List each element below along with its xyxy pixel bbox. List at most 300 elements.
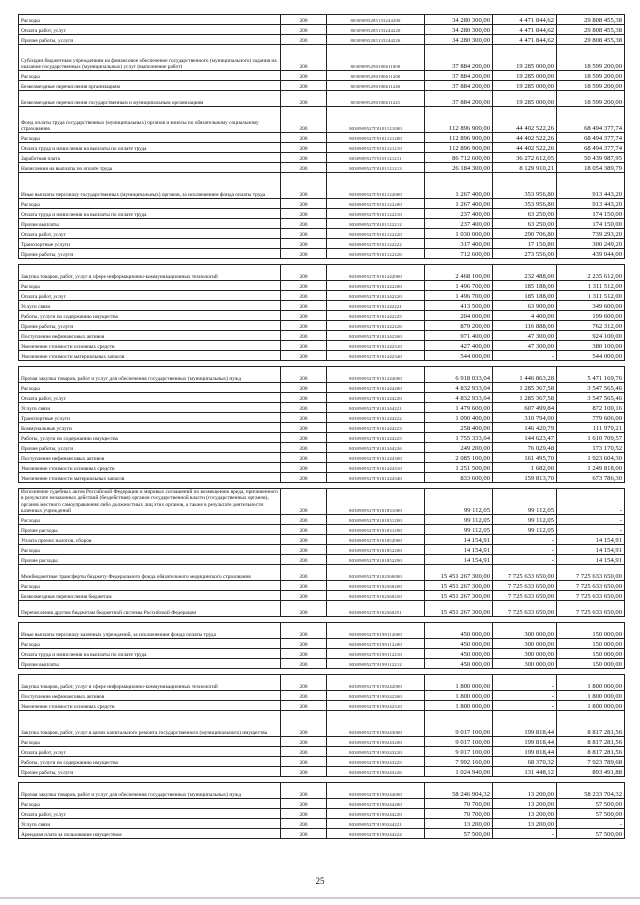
code-cell: 8030909527Г0199112200 — [327, 639, 425, 649]
approved-cell: 57 500,00 — [425, 829, 493, 839]
approved-cell: 70 700,00 — [425, 809, 493, 819]
unexecuted-cell: 673 786,30 — [557, 473, 625, 483]
executed-cell: 131 448,12 — [493, 767, 557, 777]
line-cell: 200 — [281, 443, 327, 453]
table-row — [19, 515, 625, 525]
unexecuted-cell: 8 817 281,56 — [557, 737, 625, 747]
name-cell: Межбюджетные трансферты бюджету Федерального фонда обязательного медицинского страхования — [19, 565, 281, 581]
executed-cell: 19 285 000,00 — [493, 81, 557, 91]
line-cell: 200 — [281, 81, 327, 91]
approved-cell: 1 755 333,04 — [425, 433, 493, 443]
name-cell: Транспортные услуги — [19, 239, 281, 249]
line-cell: 200 — [281, 229, 327, 239]
code-cell: 80309095285133244200 — [327, 15, 425, 25]
name-cell: Иные выплаты персоналу государственных (муниципальных) органов, за исключением фонда оплаты труда — [19, 173, 281, 199]
name-cell: Оплата работ, услуг — [19, 291, 281, 301]
executed-cell: 99 112,05 — [493, 525, 557, 535]
table-row — [19, 173, 625, 199]
approved-cell: 413 500,00 — [425, 301, 493, 311]
table-row — [19, 565, 625, 581]
approved-cell: 427 400,00 — [425, 341, 493, 351]
line-cell: 200 — [281, 143, 327, 153]
approved-cell: 13 200,00 — [425, 819, 493, 829]
executed-cell: 116 888,00 — [493, 321, 557, 331]
approved-cell: 2 085 100,00 — [425, 453, 493, 463]
table-row — [19, 239, 625, 249]
table-row — [19, 819, 625, 829]
name-cell: Фонд оплаты труда государственных (муниципальных) органов и взносы по обязательному социальному страхованию — [19, 107, 281, 133]
unexecuted-cell: 18 599 200,00 — [557, 45, 625, 71]
name-cell: Услуги связи — [19, 819, 281, 829]
code-cell: 8030909527Г0199243226 — [327, 767, 425, 777]
executed-cell: 4 400,00 — [493, 311, 557, 321]
approved-cell: 99 112,05 — [425, 515, 493, 525]
approved-cell: 112 896 900,00 — [425, 143, 493, 153]
code-cell: 8030909527Г0199242310 — [327, 701, 425, 711]
unexecuted-cell: 7 725 633 650,00 — [557, 591, 625, 601]
executed-cell: - — [493, 701, 557, 711]
unexecuted-cell: 68 494 377,74 — [557, 143, 625, 153]
name-cell: Исполнение судебных актов Российской Федерации и мировых соглашений по возмещению вреда, причиненного в результате незаконных действий (бездействия) органов государственной власти (государственных органов), органов местного самоуправления либо должностных лиц этих органов, а также в результате деятельности казенных учреждений — [19, 489, 281, 515]
line-cell: 200 — [281, 535, 327, 545]
line-cell: 200 — [281, 383, 327, 393]
table-row — [19, 675, 625, 691]
table-row — [19, 545, 625, 555]
unexecuted-cell: - — [557, 525, 625, 535]
table-row — [19, 767, 625, 777]
name-cell: Прочие работы, услуги — [19, 35, 281, 45]
unexecuted-cell: 50 439 987,95 — [557, 153, 625, 163]
code-cell: 8030909527Г0101244226 — [327, 443, 425, 453]
report-sheet — [18, 14, 624, 839]
name-cell: Работы, услуги по содержанию имущества — [19, 433, 281, 443]
name-cell: Расходы — [19, 199, 281, 209]
unexecuted-cell: 439 044,00 — [557, 249, 625, 259]
name-cell: Поступление нефинансовых активов — [19, 331, 281, 341]
unexecuted-cell: 68 494 377,74 — [557, 133, 625, 143]
line-cell: 200 — [281, 311, 327, 321]
table-row — [19, 219, 625, 229]
table-row — [19, 403, 625, 413]
unexecuted-cell: 150 000,00 — [557, 659, 625, 669]
line-cell: 200 — [281, 351, 327, 361]
name-cell: Закупка товаров, работ, услуг в сфере информационно-коммуникационных технологий — [19, 265, 281, 281]
executed-cell: 144 623,47 — [493, 433, 557, 443]
approved-cell: 99 112,05 — [425, 489, 493, 515]
name-cell: Расходы — [19, 281, 281, 291]
line-cell: 200 — [281, 25, 327, 35]
line-cell: 200 — [281, 341, 327, 351]
executed-cell: 353 956,80 — [493, 173, 557, 199]
approved-cell: 112 896 900,00 — [425, 133, 493, 143]
table-row — [19, 691, 625, 701]
name-cell: Транспортные услуги — [19, 413, 281, 423]
unexecuted-cell: 913 443,20 — [557, 199, 625, 209]
unexecuted-cell: 1 249 818,00 — [557, 463, 625, 473]
approved-cell: 34 280 300,00 — [425, 15, 493, 25]
line-cell: 200 — [281, 515, 327, 525]
line-cell: 200 — [281, 601, 327, 617]
code-cell: 8030909527Г0101244340 — [327, 473, 425, 483]
code-cell: 8030909527Г0101831290 — [327, 525, 425, 535]
executed-cell: 13 200,00 — [493, 783, 557, 799]
code-cell: 8030909527Г0101122222 — [327, 239, 425, 249]
table-body — [19, 15, 625, 839]
table-row — [19, 229, 625, 239]
executed-cell: - — [493, 535, 557, 545]
line-cell: 200 — [281, 463, 327, 473]
table-row — [19, 463, 625, 473]
name-cell: Расходы — [19, 133, 281, 143]
table-row — [19, 265, 625, 281]
executed-cell: 47 300,00 — [493, 341, 557, 351]
executed-cell: 47 300,00 — [493, 331, 557, 341]
code-cell: 8030909527Г0199244220 — [327, 809, 425, 819]
line-cell: 200 — [281, 565, 327, 581]
unexecuted-cell: 57 500,00 — [557, 809, 625, 819]
table-row — [19, 331, 625, 341]
table-row — [19, 711, 625, 737]
code-cell: 8030909527Г0102560000 — [327, 565, 425, 581]
table-row — [19, 701, 625, 711]
line-cell: 200 — [281, 321, 327, 331]
unexecuted-cell: 544 000,00 — [557, 351, 625, 361]
unexecuted-cell: 739 293,20 — [557, 229, 625, 239]
line-cell: 200 — [281, 555, 327, 565]
name-cell: Расходы — [19, 639, 281, 649]
code-cell: 8030909527Г0199243225 — [327, 757, 425, 767]
name-cell: Иные выплаты персоналу казенных учреждений, за исключением фонда оплаты труда — [19, 623, 281, 639]
approved-cell: 237 400,00 — [425, 219, 493, 229]
table-row — [19, 393, 625, 403]
table-row — [19, 301, 625, 311]
executed-cell: 300 000,00 — [493, 649, 557, 659]
approved-cell: 112 896 900,00 — [425, 107, 493, 133]
code-cell: 8030909527Г0101242000 — [327, 265, 425, 281]
name-cell: Оплата работ, услуг — [19, 25, 281, 35]
executed-cell: 199 818,44 — [493, 747, 557, 757]
unexecuted-cell: 893 491,88 — [557, 767, 625, 777]
code-cell: 8030909527Г0199244224 — [327, 829, 425, 839]
scan-edge — [0, 897, 640, 899]
name-cell: Оплата работ, услуг — [19, 393, 281, 403]
name-cell: Безвозмездные перечисления организациям — [19, 81, 281, 91]
code-cell: 8030909527Г0199242000 — [327, 675, 425, 691]
unexecuted-cell: 173 170,52 — [557, 443, 625, 453]
budget-execution-table — [18, 14, 625, 839]
table-row — [19, 829, 625, 839]
code-cell: 8030909527Г0101122210 — [327, 209, 425, 219]
line-cell: 200 — [281, 747, 327, 757]
unexecuted-cell: 14 154,91 — [557, 535, 625, 545]
approved-cell: 99 112,05 — [425, 525, 493, 535]
table-row — [19, 783, 625, 799]
approved-cell: 15 451 267 300,00 — [425, 581, 493, 591]
approved-cell: 544 000,00 — [425, 351, 493, 361]
table-row — [19, 209, 625, 219]
approved-cell: 9 017 100,00 — [425, 747, 493, 757]
line-cell: 200 — [281, 691, 327, 701]
approved-cell: 9 017 100,00 — [425, 737, 493, 747]
unexecuted-cell: 1 311 512,00 — [557, 281, 625, 291]
code-cell: 8030909527Г0102560200 — [327, 581, 425, 591]
name-cell: Прочие работы, услуги — [19, 443, 281, 453]
table-row — [19, 71, 625, 81]
line-cell: 200 — [281, 331, 327, 341]
unexecuted-cell: 1 311 512,00 — [557, 291, 625, 301]
approved-cell: 58 246 904,32 — [425, 783, 493, 799]
executed-cell: 290 706,80 — [493, 229, 557, 239]
code-cell: 8030909527Г0101244222 — [327, 413, 425, 423]
unexecuted-cell: 380 100,00 — [557, 341, 625, 351]
name-cell: Прочие работы, услуги — [19, 249, 281, 259]
unexecuted-cell: 924 100,00 — [557, 331, 625, 341]
line-cell: 200 — [281, 711, 327, 737]
code-cell: 8030909527Г0101244000 — [327, 367, 425, 383]
approved-cell: 1 090 400,00 — [425, 413, 493, 423]
line-cell: 200 — [281, 675, 327, 691]
table-row — [19, 281, 625, 291]
code-cell: 8030909527Г0101121213 — [327, 163, 425, 173]
table-row — [19, 25, 625, 35]
executed-cell: 13 200,00 — [493, 809, 557, 819]
approved-cell: 1 496 700,00 — [425, 281, 493, 291]
name-cell: Увеличение стоимости материальных запасов — [19, 473, 281, 483]
line-cell: 200 — [281, 829, 327, 839]
unexecuted-cell: 1 800 000,00 — [557, 701, 625, 711]
unexecuted-cell: 18 599 200,00 — [557, 81, 625, 91]
line-cell: 200 — [281, 239, 327, 249]
table-row — [19, 453, 625, 463]
executed-cell: 146 420,79 — [493, 423, 557, 433]
table-row — [19, 35, 625, 45]
approved-cell: 15 451 267 300,00 — [425, 591, 493, 601]
code-cell: 8030909527Г0199112210 — [327, 649, 425, 659]
executed-cell: 13 200,00 — [493, 799, 557, 809]
line-cell: 200 — [281, 701, 327, 711]
table-row — [19, 311, 625, 321]
code-cell: 8030909527Г0101242221 — [327, 301, 425, 311]
code-cell: 80309095285133244226 — [327, 35, 425, 45]
name-cell: Увеличение стоимости основных средств — [19, 463, 281, 473]
code-cell: 8030909527Г0101244225 — [327, 433, 425, 443]
table-row — [19, 809, 625, 819]
name-cell: Расходы — [19, 71, 281, 81]
unexecuted-cell: 14 154,91 — [557, 545, 625, 555]
unexecuted-cell: 68 494 377,74 — [557, 107, 625, 133]
table-row — [19, 321, 625, 331]
approved-cell: 37 884 200,00 — [425, 91, 493, 107]
table-row — [19, 555, 625, 565]
approved-cell: 14 154,91 — [425, 535, 493, 545]
name-cell: Прочие расходы — [19, 555, 281, 565]
code-cell: 8030909527Г0199243200 — [327, 737, 425, 747]
executed-cell: 1 446 863,28 — [493, 367, 557, 383]
line-cell: 200 — [281, 737, 327, 747]
unexecuted-cell: 5 471 169,76 — [557, 367, 625, 383]
approved-cell: 9 017 100,00 — [425, 711, 493, 737]
code-cell: 8030909527Г0101122220 — [327, 229, 425, 239]
approved-cell: 7 992 160,00 — [425, 757, 493, 767]
code-cell: 8030909527Г0199112212 — [327, 659, 425, 669]
executed-cell: 273 556,00 — [493, 249, 557, 259]
table-row — [19, 143, 625, 153]
line-cell: 200 — [281, 473, 327, 483]
line-cell: 200 — [281, 545, 327, 555]
line-cell: 200 — [281, 433, 327, 443]
approved-cell: 86 712 600,00 — [425, 153, 493, 163]
code-cell: 8030909527Г0102560251 — [327, 601, 425, 617]
executed-cell: - — [493, 555, 557, 565]
code-cell: 8030909527Г0101122212 — [327, 219, 425, 229]
line-cell: 200 — [281, 423, 327, 433]
name-cell: Увеличение стоимости основных средств — [19, 341, 281, 351]
name-cell: Расходы — [19, 15, 281, 25]
name-cell: Увеличение стоимости основных средств — [19, 701, 281, 711]
table-row — [19, 489, 625, 515]
code-cell: 8030909527Г0102560250 — [327, 591, 425, 601]
executed-cell: 8 129 910,21 — [493, 163, 557, 173]
executed-cell: 300 000,00 — [493, 659, 557, 669]
line-cell: 200 — [281, 767, 327, 777]
name-cell: Прочая закупка товаров, работ и услуг для обеспечения государственных (муниципальных) нужд — [19, 783, 281, 799]
table-row — [19, 799, 625, 809]
unexecuted-cell: 300 249,20 — [557, 239, 625, 249]
unexecuted-cell: 29 808 455,38 — [557, 25, 625, 35]
line-cell: 200 — [281, 799, 327, 809]
name-cell: Безвозмездные перечисления бюджетам — [19, 591, 281, 601]
executed-cell: 7 725 633 650,00 — [493, 601, 557, 617]
name-cell: Закупка товаров, работ, услуг в целях капитального ремонта государственного (муниципального) имущества — [19, 711, 281, 737]
table-row — [19, 473, 625, 483]
table-row — [19, 649, 625, 659]
line-cell: 200 — [281, 291, 327, 301]
executed-cell: 607 499,84 — [493, 403, 557, 413]
code-cell: 8030909527Г0101831200 — [327, 515, 425, 525]
table-row — [19, 351, 625, 361]
name-cell: Расходы — [19, 737, 281, 747]
name-cell: Арендная плата за пользование имуществом — [19, 829, 281, 839]
executed-cell: 63 250,00 — [493, 209, 557, 219]
code-cell: 8030909527Г0101242225 — [327, 311, 425, 321]
line-cell: 200 — [281, 659, 327, 669]
code-cell: 8030909527Г0199244200 — [327, 799, 425, 809]
unexecuted-cell: 14 154,91 — [557, 555, 625, 565]
line-cell: 200 — [281, 525, 327, 535]
approved-cell: 317 400,00 — [425, 239, 493, 249]
approved-cell: 34 280 300,00 — [425, 25, 493, 35]
line-cell: 200 — [281, 819, 327, 829]
name-cell: Расходы — [19, 799, 281, 809]
code-cell: 8030909527Г0101121210 — [327, 143, 425, 153]
page-number: 25 — [315, 876, 325, 886]
name-cell: Оплата труда и начисления на выплаты по оплате труда — [19, 209, 281, 219]
executed-cell: 68 370,32 — [493, 757, 557, 767]
approved-cell: 37 884 200,00 — [425, 71, 493, 81]
code-cell: 8030909527Г0199244000 — [327, 783, 425, 799]
line-cell: 200 — [281, 367, 327, 383]
table-row — [19, 163, 625, 173]
unexecuted-cell: 3 547 565,46 — [557, 383, 625, 393]
code-cell: 80309095290100611200 — [327, 71, 425, 81]
code-cell: 8030909527Г0101242226 — [327, 321, 425, 331]
line-cell: 200 — [281, 413, 327, 423]
unexecuted-cell: 1 800 000,00 — [557, 691, 625, 701]
executed-cell: 13 200,00 — [493, 819, 557, 829]
code-cell: 8030909527Г0101242220 — [327, 291, 425, 301]
line-cell: 200 — [281, 133, 327, 143]
table-row — [19, 199, 625, 209]
unexecuted-cell: 58 233 704,32 — [557, 783, 625, 799]
line-cell: 200 — [281, 649, 327, 659]
executed-cell: - — [493, 675, 557, 691]
executed-cell: 1 285 367,58 — [493, 393, 557, 403]
code-cell: 8030909527Г0199244221 — [327, 819, 425, 829]
code-cell: 8030909527Г0199242300 — [327, 691, 425, 701]
code-cell: 80309095290100611000 — [327, 45, 425, 71]
code-cell: 8030909527Г0101122200 — [327, 199, 425, 209]
name-cell: Закупка товаров, работ, услуг в сфере информационно-коммуникационных технологий — [19, 675, 281, 691]
unexecuted-cell: 199 600,00 — [557, 311, 625, 321]
name-cell: Поступление нефинансовых активов — [19, 453, 281, 463]
code-cell: 8030909527Г0101121200 — [327, 133, 425, 143]
code-cell: 8030909527Г0101242310 — [327, 341, 425, 351]
executed-cell: 4 471 844,62 — [493, 15, 557, 25]
executed-cell: 353 956,80 — [493, 199, 557, 209]
table-row — [19, 433, 625, 443]
approved-cell: 34 280 300,00 — [425, 35, 493, 45]
code-cell: 8030909527Г0101242340 — [327, 351, 425, 361]
table-row — [19, 15, 625, 25]
table-row — [19, 535, 625, 545]
approved-cell: 450 000,00 — [425, 639, 493, 649]
line-cell: 200 — [281, 265, 327, 281]
unexecuted-cell: 8 817 281,56 — [557, 711, 625, 737]
approved-cell: 37 884 200,00 — [425, 45, 493, 71]
table-row — [19, 133, 625, 143]
unexecuted-cell: 762 312,00 — [557, 321, 625, 331]
table-row — [19, 639, 625, 649]
approved-cell: 450 000,00 — [425, 623, 493, 639]
unexecuted-cell: 18 599 200,00 — [557, 91, 625, 107]
approved-cell: 833 600,00 — [425, 473, 493, 483]
approved-cell: 1 800 000,00 — [425, 701, 493, 711]
table-row — [19, 341, 625, 351]
name-cell: Уплата прочих налогов, сборов — [19, 535, 281, 545]
line-cell: 200 — [281, 403, 327, 413]
code-cell: 8030909527Г0199243000 — [327, 711, 425, 737]
unexecuted-cell: 150 000,00 — [557, 623, 625, 639]
approved-cell: 450 000,00 — [425, 659, 493, 669]
approved-cell: 37 884 200,00 — [425, 81, 493, 91]
approved-cell: 237 400,00 — [425, 209, 493, 219]
code-cell: 8030909527Г0101244200 — [327, 383, 425, 393]
code-cell: 8030909527Г0101121211 — [327, 153, 425, 163]
executed-cell: 4 471 844,62 — [493, 25, 557, 35]
unexecuted-cell: 18 054 389,79 — [557, 163, 625, 173]
approved-cell: 971 400,00 — [425, 331, 493, 341]
line-cell: 200 — [281, 393, 327, 403]
approved-cell: 14 154,91 — [425, 555, 493, 565]
line-cell: 200 — [281, 173, 327, 199]
line-cell: 200 — [281, 581, 327, 591]
code-cell: 8030909527Г0101121000 — [327, 107, 425, 133]
name-cell: Услуги связи — [19, 301, 281, 311]
unexecuted-cell: 8 817 281,56 — [557, 747, 625, 757]
executed-cell: 99 112,05 — [493, 489, 557, 515]
unexecuted-cell: 57 500,00 — [557, 799, 625, 809]
name-cell: Заработная плата — [19, 153, 281, 163]
